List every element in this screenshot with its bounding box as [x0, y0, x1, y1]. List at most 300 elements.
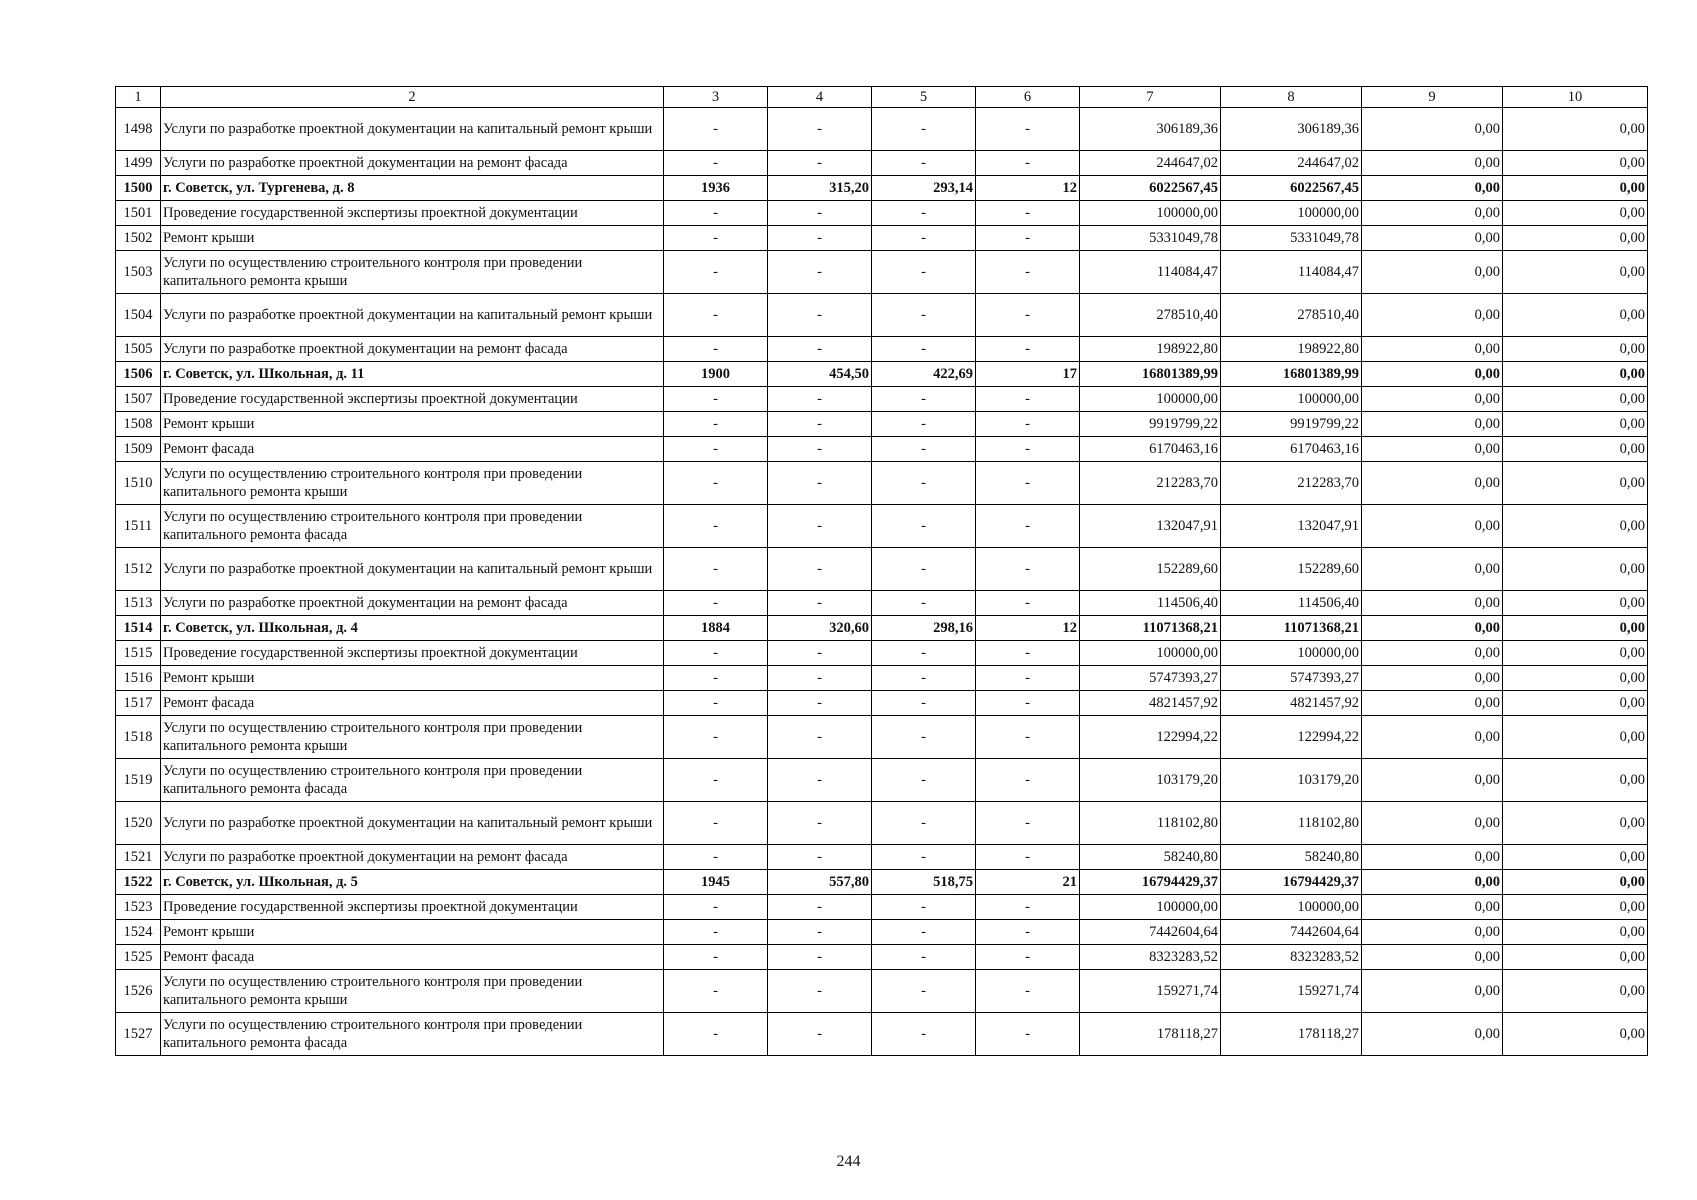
cell-col5: - [872, 108, 976, 151]
cell-col7: 159271,74 [1080, 970, 1221, 1013]
cell-col6: - [976, 691, 1080, 716]
cell-col6: - [976, 251, 1080, 294]
cell-col5: - [872, 462, 976, 505]
row-description: Услуги по осуществлению строительного контроля при проведении капитального ремонта крыши [161, 970, 664, 1013]
row-description: Услуги по осуществлению строительного контроля при проведении капитального ремонта фасада [161, 1013, 664, 1056]
table-row [116, 151, 1648, 176]
row-number: 1506 [116, 362, 161, 387]
address-row [116, 870, 1648, 895]
row-number: 1502 [116, 226, 161, 251]
cell-col6: - [976, 387, 1080, 412]
cell-col10: 0,00 [1503, 337, 1648, 362]
cell-col9: 0,00 [1362, 666, 1503, 691]
table-row [116, 691, 1648, 716]
cell-col4: - [768, 505, 872, 548]
cell-col8: 8323283,52 [1221, 945, 1362, 970]
cell-col7: 7442604,64 [1080, 920, 1221, 945]
cell-col4: - [768, 412, 872, 437]
row-description: г. Советск, ул. Школьная, д. 4 [161, 616, 664, 641]
cell-col9: 0,00 [1362, 462, 1503, 505]
cell-col10: 0,00 [1503, 151, 1648, 176]
row-number: 1501 [116, 201, 161, 226]
cell-col6: - [976, 201, 1080, 226]
cell-col3: - [664, 412, 768, 437]
cell-col7: 58240,80 [1080, 845, 1221, 870]
cell-col10: 0,00 [1503, 437, 1648, 462]
row-number: 1503 [116, 251, 161, 294]
table-row [116, 591, 1648, 616]
cell-col5: - [872, 294, 976, 337]
table-row [116, 251, 1648, 294]
row-description: Услуги по разработке проектной документации на капитальный ремонт крыши [161, 802, 664, 845]
cell-col4: - [768, 641, 872, 666]
cell-col4: - [768, 294, 872, 337]
row-number: 1499 [116, 151, 161, 176]
cell-col9: 0,00 [1362, 870, 1503, 895]
cell-col6: - [976, 591, 1080, 616]
cell-col5: - [872, 387, 976, 412]
table-row [116, 226, 1648, 251]
cell-col3: - [664, 337, 768, 362]
cell-col7: 6170463,16 [1080, 437, 1221, 462]
cell-col10: 0,00 [1503, 591, 1648, 616]
cell-col6: - [976, 641, 1080, 666]
cell-col10: 0,00 [1503, 462, 1648, 505]
cell-col5: 518,75 [872, 870, 976, 895]
cell-col5: - [872, 337, 976, 362]
row-number: 1505 [116, 337, 161, 362]
cell-col7: 306189,36 [1080, 108, 1221, 151]
cell-col7: 100000,00 [1080, 641, 1221, 666]
cell-col7: 5747393,27 [1080, 666, 1221, 691]
cell-col3: - [664, 970, 768, 1013]
cell-col5: - [872, 920, 976, 945]
row-number: 1500 [116, 176, 161, 201]
row-number: 1523 [116, 895, 161, 920]
cell-col8: 6022567,45 [1221, 176, 1362, 201]
row-description: Услуги по разработке проектной документации на ремонт фасада [161, 845, 664, 870]
cell-col8: 100000,00 [1221, 387, 1362, 412]
cell-col7: 4821457,92 [1080, 691, 1221, 716]
cell-col3: - [664, 920, 768, 945]
column-number: 5 [872, 87, 976, 108]
cell-col3: 1900 [664, 362, 768, 387]
row-number: 1519 [116, 759, 161, 802]
row-description: Услуги по разработке проектной документации на ремонт фасада [161, 337, 664, 362]
row-number: 1525 [116, 945, 161, 970]
cell-col6: 12 [976, 176, 1080, 201]
row-description: Ремонт крыши [161, 920, 664, 945]
cell-col9: 0,00 [1362, 845, 1503, 870]
cell-col9: 0,00 [1362, 201, 1503, 226]
table-row [116, 548, 1648, 591]
cell-col9: 0,00 [1362, 294, 1503, 337]
cell-col4: - [768, 201, 872, 226]
cell-col3: - [664, 387, 768, 412]
cell-col5: - [872, 716, 976, 759]
cell-col3: - [664, 462, 768, 505]
cell-col7: 100000,00 [1080, 201, 1221, 226]
cell-col5: 298,16 [872, 616, 976, 641]
cell-col6: - [976, 548, 1080, 591]
cell-col9: 0,00 [1362, 616, 1503, 641]
cell-col5: - [872, 412, 976, 437]
cell-col9: 0,00 [1362, 970, 1503, 1013]
cell-col7: 114506,40 [1080, 591, 1221, 616]
row-number: 1507 [116, 387, 161, 412]
row-description: Услуги по осуществлению строительного контроля при проведении капитального ремонта крыши [161, 716, 664, 759]
row-number: 1522 [116, 870, 161, 895]
cell-col10: 0,00 [1503, 362, 1648, 387]
row-description: Услуги по разработке проектной документации на капитальный ремонт крыши [161, 294, 664, 337]
cell-col10: 0,00 [1503, 716, 1648, 759]
cell-col8: 114084,47 [1221, 251, 1362, 294]
cell-col4: - [768, 437, 872, 462]
cell-col10: 0,00 [1503, 251, 1648, 294]
cell-col8: 178118,27 [1221, 1013, 1362, 1056]
cell-col4: - [768, 337, 872, 362]
cell-col9: 0,00 [1362, 691, 1503, 716]
cell-col5: - [872, 591, 976, 616]
cell-col3: - [664, 151, 768, 176]
row-number: 1521 [116, 845, 161, 870]
cell-col10: 0,00 [1503, 294, 1648, 337]
cell-col7: 8323283,52 [1080, 945, 1221, 970]
column-number: 10 [1503, 87, 1648, 108]
cell-col6: 21 [976, 870, 1080, 895]
row-description: Ремонт фасада [161, 691, 664, 716]
cell-col10: 0,00 [1503, 548, 1648, 591]
column-number: 4 [768, 87, 872, 108]
cell-col8: 122994,22 [1221, 716, 1362, 759]
row-number: 1514 [116, 616, 161, 641]
cell-col5: - [872, 437, 976, 462]
cell-col9: 0,00 [1362, 337, 1503, 362]
cell-col7: 152289,60 [1080, 548, 1221, 591]
cell-col9: 0,00 [1362, 412, 1503, 437]
cell-col6: - [976, 505, 1080, 548]
table-row [116, 462, 1648, 505]
cell-col8: 152289,60 [1221, 548, 1362, 591]
cell-col3: - [664, 802, 768, 845]
row-description: г. Советск, ул. Школьная, д. 5 [161, 870, 664, 895]
cell-col9: 0,00 [1362, 437, 1503, 462]
cell-col7: 100000,00 [1080, 895, 1221, 920]
cell-col5: - [872, 802, 976, 845]
row-description: Услуги по осуществлению строительного контроля при проведении капитального ремонта фасада [161, 759, 664, 802]
cell-col4: - [768, 666, 872, 691]
cell-col4: 320,60 [768, 616, 872, 641]
row-number: 1512 [116, 548, 161, 591]
cell-col5: - [872, 945, 976, 970]
cell-col8: 11071368,21 [1221, 616, 1362, 641]
cell-col5: - [872, 548, 976, 591]
cell-col10: 0,00 [1503, 945, 1648, 970]
cell-col7: 212283,70 [1080, 462, 1221, 505]
cell-col5: - [872, 641, 976, 666]
cell-col5: - [872, 691, 976, 716]
row-number: 1511 [116, 505, 161, 548]
cell-col4: - [768, 802, 872, 845]
cell-col4: - [768, 945, 872, 970]
cell-col3: - [664, 201, 768, 226]
column-number: 8 [1221, 87, 1362, 108]
cell-col8: 9919799,22 [1221, 412, 1362, 437]
row-number: 1518 [116, 716, 161, 759]
cell-col7: 118102,80 [1080, 802, 1221, 845]
cell-col9: 0,00 [1362, 548, 1503, 591]
cell-col3: - [664, 437, 768, 462]
row-description: Ремонт фасада [161, 437, 664, 462]
cell-col10: 0,00 [1503, 201, 1648, 226]
table-row [116, 845, 1648, 870]
table-row [116, 716, 1648, 759]
row-number: 1527 [116, 1013, 161, 1056]
cell-col3: - [664, 945, 768, 970]
cell-col8: 100000,00 [1221, 201, 1362, 226]
row-number: 1504 [116, 294, 161, 337]
cell-col6: - [976, 845, 1080, 870]
cell-col6: - [976, 666, 1080, 691]
cell-col8: 244647,02 [1221, 151, 1362, 176]
cell-col3: - [664, 294, 768, 337]
row-description: Проведение государственной экспертизы проектной документации [161, 201, 664, 226]
cell-col7: 114084,47 [1080, 251, 1221, 294]
cell-col5: - [872, 226, 976, 251]
row-description: Проведение государственной экспертизы проектной документации [161, 895, 664, 920]
cell-col4: 557,80 [768, 870, 872, 895]
table-row [116, 201, 1648, 226]
cell-col9: 0,00 [1362, 251, 1503, 294]
cell-col10: 0,00 [1503, 870, 1648, 895]
cell-col8: 114506,40 [1221, 591, 1362, 616]
row-description: Услуги по осуществлению строительного контроля при проведении капитального ремонта фасада [161, 505, 664, 548]
cell-col4: - [768, 251, 872, 294]
cell-col4: - [768, 548, 872, 591]
row-description: Ремонт крыши [161, 666, 664, 691]
table-row [116, 666, 1648, 691]
cell-col4: 315,20 [768, 176, 872, 201]
cell-col8: 16801389,99 [1221, 362, 1362, 387]
cell-col9: 0,00 [1362, 641, 1503, 666]
cell-col5: 293,14 [872, 176, 976, 201]
address-row [116, 362, 1648, 387]
cell-col3: - [664, 1013, 768, 1056]
table-row [116, 970, 1648, 1013]
row-description: г. Советск, ул. Тургенева, д. 8 [161, 176, 664, 201]
cell-col7: 6022567,45 [1080, 176, 1221, 201]
cell-col10: 0,00 [1503, 802, 1648, 845]
cell-col10: 0,00 [1503, 845, 1648, 870]
cell-col9: 0,00 [1362, 591, 1503, 616]
cell-col5: - [872, 895, 976, 920]
row-number: 1526 [116, 970, 161, 1013]
cell-col3: - [664, 691, 768, 716]
cell-col3: - [664, 895, 768, 920]
row-description: Ремонт крыши [161, 412, 664, 437]
page-number: 244 [836, 1153, 861, 1170]
cell-col4: - [768, 1013, 872, 1056]
cell-col10: 0,00 [1503, 616, 1648, 641]
cell-col6: - [976, 294, 1080, 337]
cell-col6: - [976, 895, 1080, 920]
cell-col9: 0,00 [1362, 920, 1503, 945]
cell-col7: 16794429,37 [1080, 870, 1221, 895]
cell-col7: 244647,02 [1080, 151, 1221, 176]
cell-col10: 0,00 [1503, 226, 1648, 251]
cell-col10: 0,00 [1503, 666, 1648, 691]
cell-col8: 198922,80 [1221, 337, 1362, 362]
column-number: 9 [1362, 87, 1503, 108]
cell-col6: 17 [976, 362, 1080, 387]
cell-col8: 5331049,78 [1221, 226, 1362, 251]
cell-col10: 0,00 [1503, 387, 1648, 412]
cell-col10: 0,00 [1503, 1013, 1648, 1056]
row-description: Проведение государственной экспертизы проектной документации [161, 641, 664, 666]
cell-col5: 422,69 [872, 362, 976, 387]
cell-col3: 1945 [664, 870, 768, 895]
cell-col5: - [872, 1013, 976, 1056]
cell-col8: 103179,20 [1221, 759, 1362, 802]
cell-col4: - [768, 591, 872, 616]
cell-col7: 103179,20 [1080, 759, 1221, 802]
column-number: 1 [116, 87, 161, 108]
table-row [116, 505, 1648, 548]
cell-col6: - [976, 151, 1080, 176]
cell-col3: 1884 [664, 616, 768, 641]
row-description: Услуги по разработке проектной документации на ремонт фасада [161, 151, 664, 176]
cell-col6: - [976, 337, 1080, 362]
cell-col10: 0,00 [1503, 176, 1648, 201]
cell-col5: - [872, 505, 976, 548]
cell-col9: 0,00 [1362, 362, 1503, 387]
column-number: 2 [161, 87, 664, 108]
cell-col3: - [664, 716, 768, 759]
cell-col3: - [664, 226, 768, 251]
cell-col10: 0,00 [1503, 108, 1648, 151]
cell-col9: 0,00 [1362, 716, 1503, 759]
cell-col4: - [768, 970, 872, 1013]
table-body [116, 87, 1648, 1056]
cell-col6: - [976, 1013, 1080, 1056]
column-number-row [116, 87, 1648, 108]
cell-col8: 100000,00 [1221, 641, 1362, 666]
cell-col9: 0,00 [1362, 759, 1503, 802]
cell-col7: 198922,80 [1080, 337, 1221, 362]
cell-col5: - [872, 759, 976, 802]
cell-col4: - [768, 387, 872, 412]
cell-col6: - [976, 437, 1080, 462]
cell-col10: 0,00 [1503, 412, 1648, 437]
table-row [116, 387, 1648, 412]
row-number: 1498 [116, 108, 161, 151]
cell-col7: 16801389,99 [1080, 362, 1221, 387]
cell-col5: - [872, 970, 976, 1013]
row-number: 1515 [116, 641, 161, 666]
cell-col8: 5747393,27 [1221, 666, 1362, 691]
cell-col9: 0,00 [1362, 505, 1503, 548]
cell-col8: 278510,40 [1221, 294, 1362, 337]
cell-col5: - [872, 845, 976, 870]
cell-col9: 0,00 [1362, 176, 1503, 201]
cell-col8: 6170463,16 [1221, 437, 1362, 462]
cell-col3: - [664, 591, 768, 616]
cell-col3: - [664, 548, 768, 591]
row-number: 1520 [116, 802, 161, 845]
row-description: г. Советск, ул. Школьная, д. 11 [161, 362, 664, 387]
cell-col3: - [664, 641, 768, 666]
cell-col4: - [768, 716, 872, 759]
row-number: 1516 [116, 666, 161, 691]
address-row [116, 176, 1648, 201]
cell-col10: 0,00 [1503, 970, 1648, 1013]
cell-col10: 0,00 [1503, 895, 1648, 920]
cell-col4: - [768, 920, 872, 945]
cell-col8: 58240,80 [1221, 845, 1362, 870]
row-description: Услуги по разработке проектной документации на ремонт фасада [161, 591, 664, 616]
cell-col8: 7442604,64 [1221, 920, 1362, 945]
cell-col9: 0,00 [1362, 1013, 1503, 1056]
cell-col10: 0,00 [1503, 641, 1648, 666]
row-number: 1509 [116, 437, 161, 462]
cell-col6: - [976, 226, 1080, 251]
row-number: 1508 [116, 412, 161, 437]
row-description: Ремонт фасада [161, 945, 664, 970]
cell-col4: - [768, 226, 872, 251]
cell-col7: 132047,91 [1080, 505, 1221, 548]
table-row [116, 412, 1648, 437]
cell-col10: 0,00 [1503, 920, 1648, 945]
cell-col4: - [768, 845, 872, 870]
cell-col10: 0,00 [1503, 691, 1648, 716]
cell-col9: 0,00 [1362, 151, 1503, 176]
column-number: 7 [1080, 87, 1221, 108]
cell-col8: 212283,70 [1221, 462, 1362, 505]
table-row [116, 759, 1648, 802]
row-number: 1524 [116, 920, 161, 945]
cell-col5: - [872, 666, 976, 691]
cell-col8: 159271,74 [1221, 970, 1362, 1013]
table-row [116, 294, 1648, 337]
cell-col4: - [768, 759, 872, 802]
row-description: Ремонт крыши [161, 226, 664, 251]
row-description: Услуги по разработке проектной документации на капитальный ремонт крыши [161, 548, 664, 591]
cell-col6: - [976, 802, 1080, 845]
cell-col3: - [664, 666, 768, 691]
cell-col3: - [664, 759, 768, 802]
cell-col4: - [768, 462, 872, 505]
cell-col6: - [976, 108, 1080, 151]
budget-table [115, 86, 1648, 1056]
table-row [116, 337, 1648, 362]
address-row [116, 616, 1648, 641]
cell-col8: 16794429,37 [1221, 870, 1362, 895]
row-description: Услуги по разработке проектной документации на капитальный ремонт крыши [161, 108, 664, 151]
cell-col4: - [768, 895, 872, 920]
cell-col9: 0,00 [1362, 945, 1503, 970]
cell-col4: - [768, 108, 872, 151]
cell-col9: 0,00 [1362, 387, 1503, 412]
cell-col9: 0,00 [1362, 108, 1503, 151]
row-number: 1513 [116, 591, 161, 616]
row-description: Услуги по осуществлению строительного контроля при проведении капитального ремонта крыши [161, 462, 664, 505]
column-number: 6 [976, 87, 1080, 108]
cell-col6: - [976, 716, 1080, 759]
cell-col6: - [976, 970, 1080, 1013]
table-row [116, 437, 1648, 462]
cell-col3: - [664, 845, 768, 870]
cell-col10: 0,00 [1503, 505, 1648, 548]
